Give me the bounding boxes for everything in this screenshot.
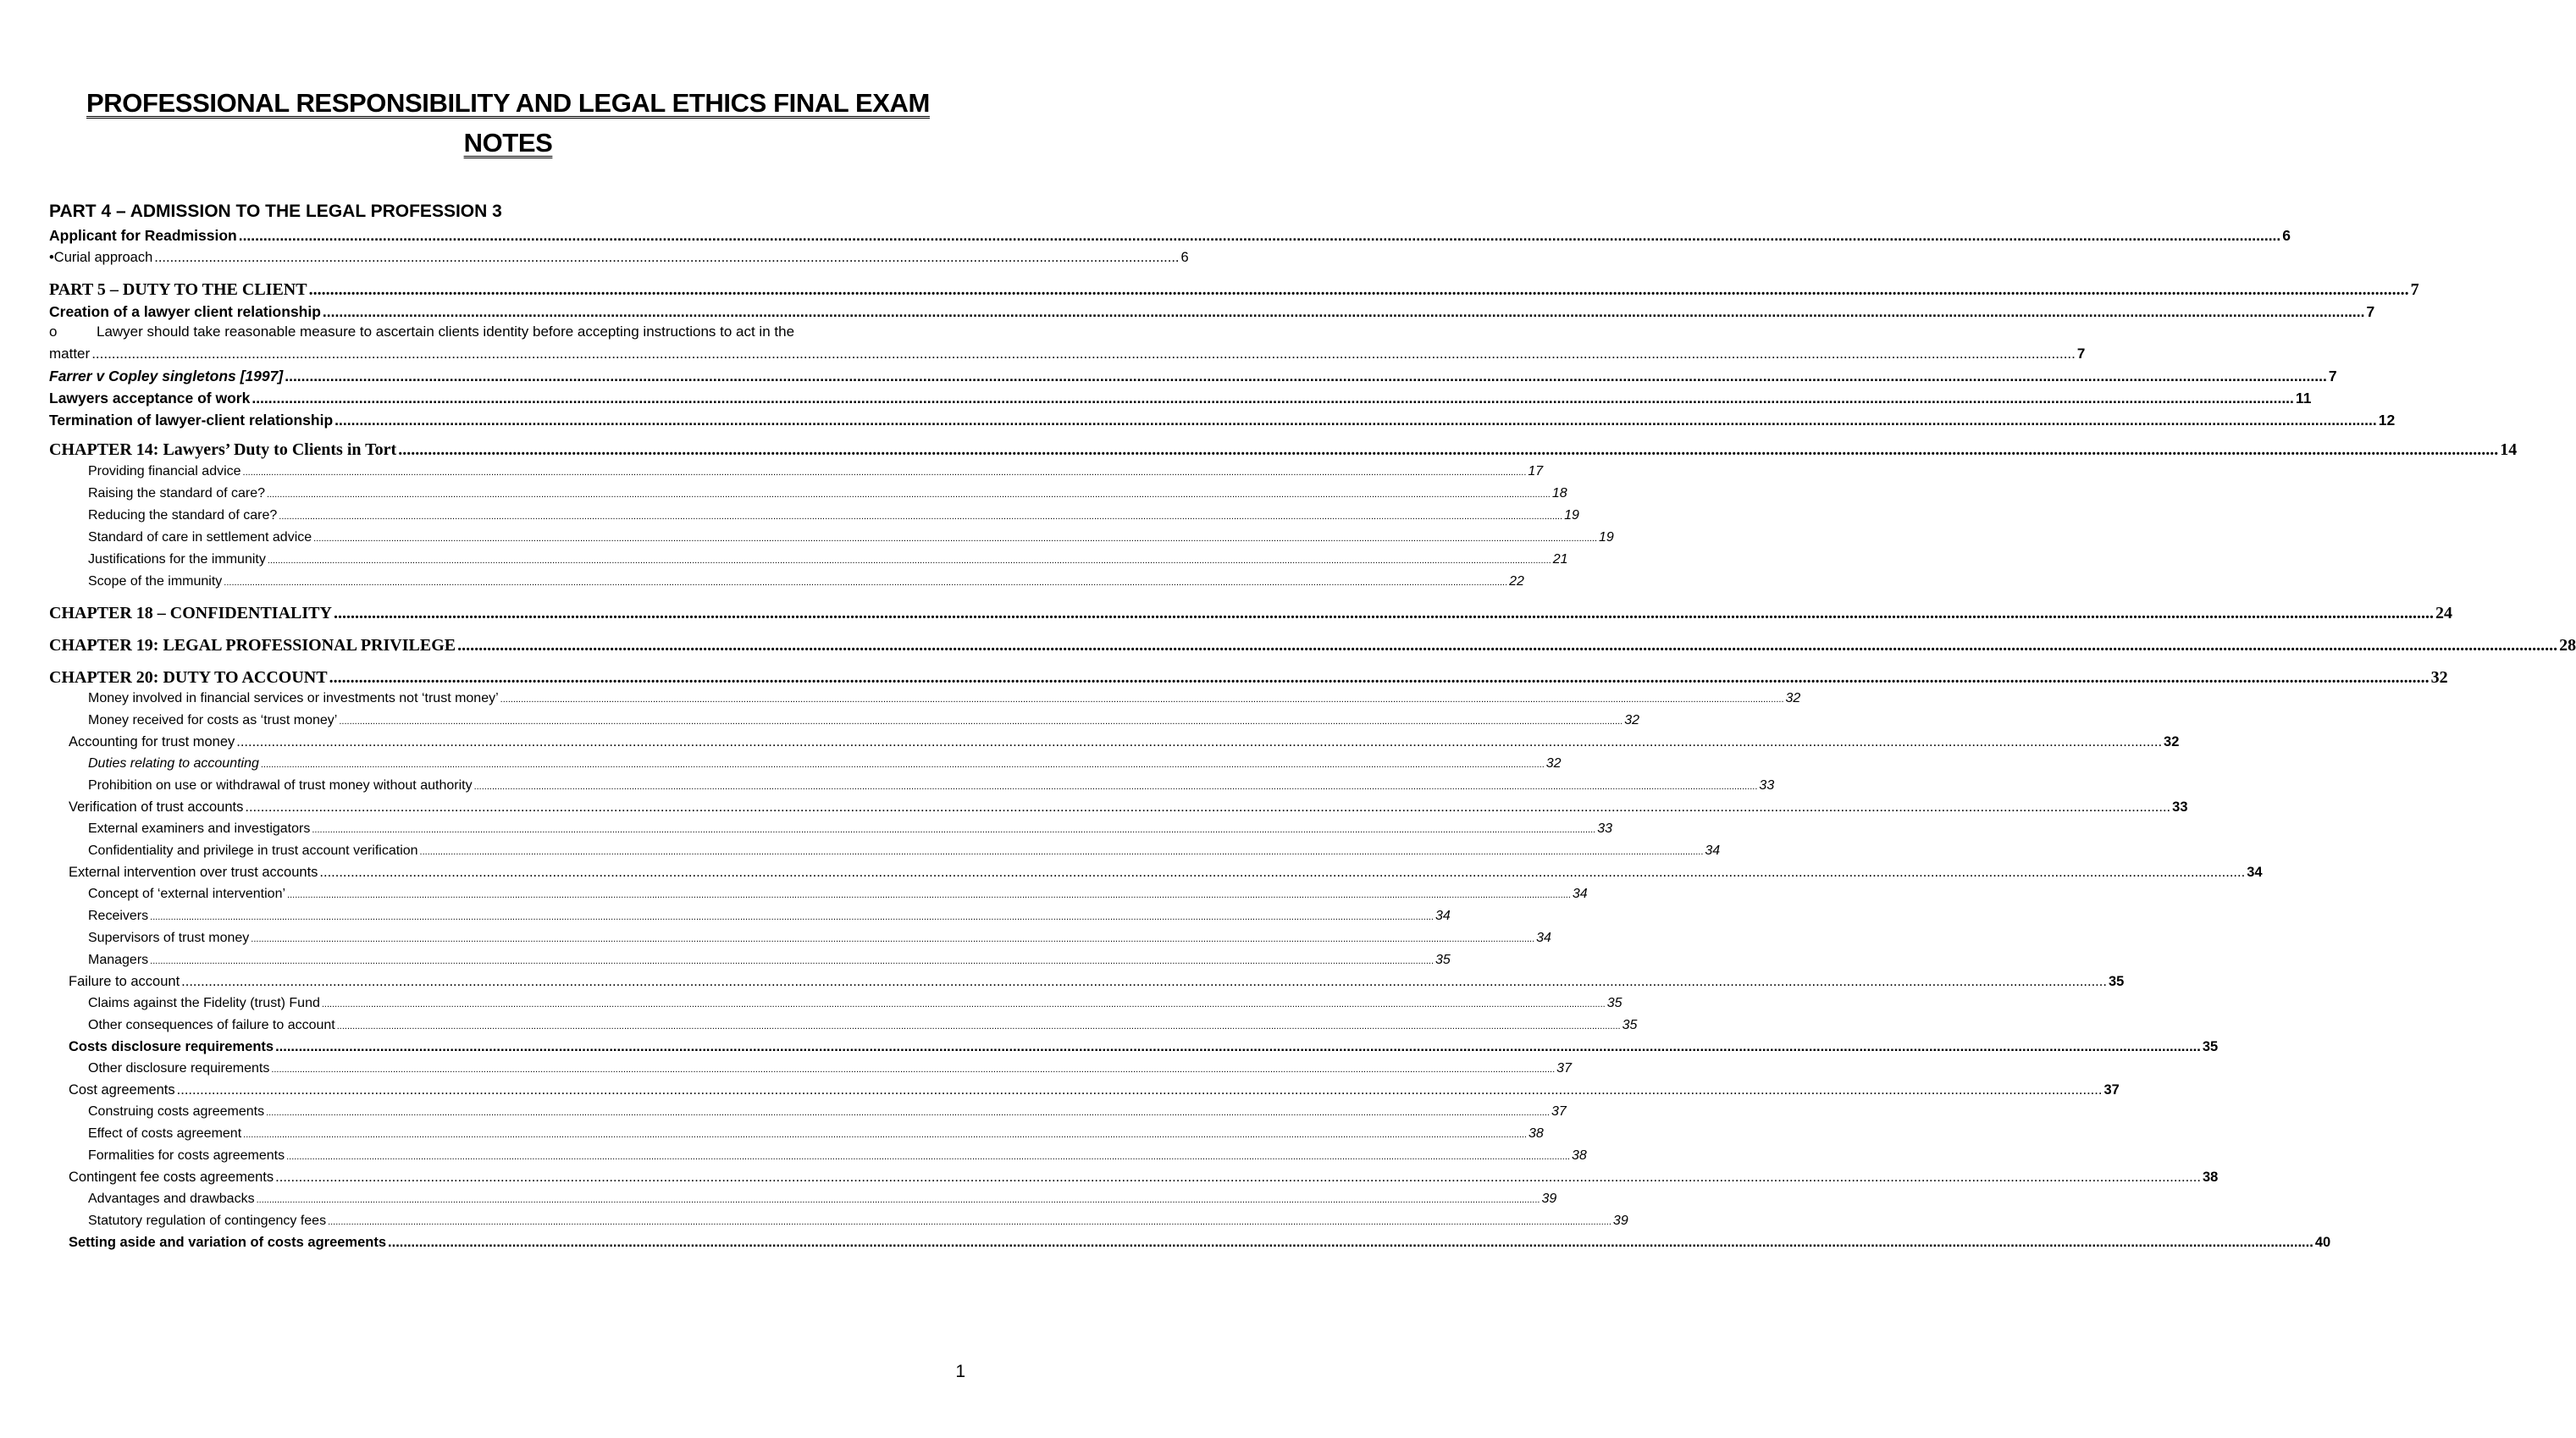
toc-entry[interactable]: Concept of ‘external intervention’ ..... 34 <box>49 887 972 902</box>
toc-entry[interactable]: Effect of costs agreement ..... 38 <box>49 1126 972 1142</box>
toc-entry[interactable]: Statutory regulation of contingency fees ..... 39 <box>49 1214 972 1229</box>
toc-entry[interactable]: Providing financial advice ..... 17 <box>49 464 972 479</box>
toc-entry[interactable]: Accounting for trust money ..... 32 <box>49 734 972 750</box>
toc-entry[interactable]: • Curial approach ........................................................................................................................................................................................................................................................................ 6 <box>49 250 1189 265</box>
toc-entry[interactable]: Confidentiality and privilege in trust account verification ..... 34 <box>49 843 972 859</box>
toc-entry[interactable]: Money involved in financial services or investments not ‘trust money’ ..... 32 <box>49 691 972 706</box>
toc-entry[interactable]: Reducing the standard of care? ..... 19 <box>49 508 972 523</box>
toc-entry[interactable]: CHAPTER 18 – CONFIDENTIALITY ..... 24 <box>49 604 972 623</box>
toc-entry[interactable]: CHAPTER 14: Lawyers’ Duty to Clients in Tort ..... 14 <box>49 440 972 460</box>
toc-entry[interactable]: Standard of care in settlement advice ..... 19 <box>49 530 972 545</box>
toc-entry[interactable]: Farrer v Copley singletons [1997] ..... 7 <box>49 368 972 385</box>
toc-entry[interactable]: Supervisors of trust money ..... 34 <box>49 931 972 946</box>
toc-entry[interactable]: External intervention over trust accounts ..... 34 <box>49 865 972 881</box>
toc-entry[interactable]: Duties relating to accounting ..... 32 <box>49 756 972 772</box>
document-title: PROFESSIONAL RESPONSIBILITY AND LEGAL ETHICS FINAL EXAM NOTES <box>86 88 930 158</box>
toc-entry-line2[interactable]: matter ..... 7 <box>49 346 972 362</box>
toc-entry[interactable]: Other consequences of failure to account ..... 35 <box>49 1018 972 1033</box>
toc-entry[interactable]: Receivers ..... 34 <box>49 909 972 924</box>
page-number: 1 <box>955 1362 965 1381</box>
toc-entry[interactable]: Termination of lawyer-client relationship ..... 12 <box>49 412 972 429</box>
toc-entry[interactable]: Raising the standard of care? ..... 18 <box>49 486 972 501</box>
toc-entry[interactable]: Formalities for costs agreements ..... 38 <box>49 1148 972 1164</box>
toc-entry[interactable]: Money received for costs as ‘trust money’ ..... 32 <box>49 713 972 728</box>
toc-entry[interactable]: Cost agreements ..... 37 <box>49 1082 972 1098</box>
toc-entry[interactable]: Creation of a lawyer client relationship ..... 7 <box>49 303 972 321</box>
toc-entry[interactable]: Applicant for Readmission ..... 6 <box>49 227 972 245</box>
toc-entry[interactable]: Construing costs agreements ..... 37 <box>49 1104 972 1120</box>
part4-heading: PART 4 – ADMISSION TO THE LEGAL PROFESSION 3 <box>49 202 502 221</box>
toc-entry[interactable]: External examiners and investigators ..... 33 <box>49 821 972 837</box>
toc-entry[interactable]: Setting aside and variation of costs agreements ..... 40 <box>49 1235 972 1251</box>
toc-entry[interactable]: CHAPTER 20: DUTY TO ACCOUNT ..... 32 <box>49 668 972 688</box>
toc-entry[interactable]: Costs disclosure requirements ..... 35 <box>49 1039 972 1055</box>
toc-entry[interactable]: Claims against the Fidelity (trust) Fund ..... 35 <box>49 996 972 1011</box>
toc-entry[interactable]: Managers ..... 35 <box>49 953 972 968</box>
toc-entry[interactable]: Failure to account ..... 35 <box>49 974 972 990</box>
toc-entry[interactable]: Other disclosure requirements ..... 37 <box>49 1061 972 1076</box>
toc-entry[interactable]: Justifications for the immunity ..... 21 <box>49 552 972 567</box>
toc-entry[interactable]: Advantages and drawbacks ..... 39 <box>49 1192 972 1207</box>
toc-entry[interactable]: Prohibition on use or withdrawal of trust money without authority ..... 33 <box>49 778 972 794</box>
toc-entry-line1[interactable]: o Lawyer should take reasonable measure to ascertain clients identity before accepting instructions to act in the <box>49 324 795 340</box>
toc-entry[interactable]: Scope of the immunity ..... 22 <box>49 574 972 589</box>
circle-bullet-icon: o <box>49 324 58 340</box>
bullet-icon: • <box>49 250 54 265</box>
toc-entry[interactable]: Verification of trust accounts ..... 33 <box>49 799 972 816</box>
toc-entry[interactable]: CHAPTER 19: LEGAL PROFESSIONAL PRIVILEGE ..... 28 <box>49 636 972 655</box>
toc-entry[interactable]: Contingent fee costs agreements ..... 38 <box>49 1170 972 1186</box>
toc-entry[interactable]: PART 5 – DUTY TO THE CLIENT ..... 7 <box>49 280 972 300</box>
toc-entry[interactable]: Lawyers acceptance of work ..... 11 <box>49 390 972 407</box>
